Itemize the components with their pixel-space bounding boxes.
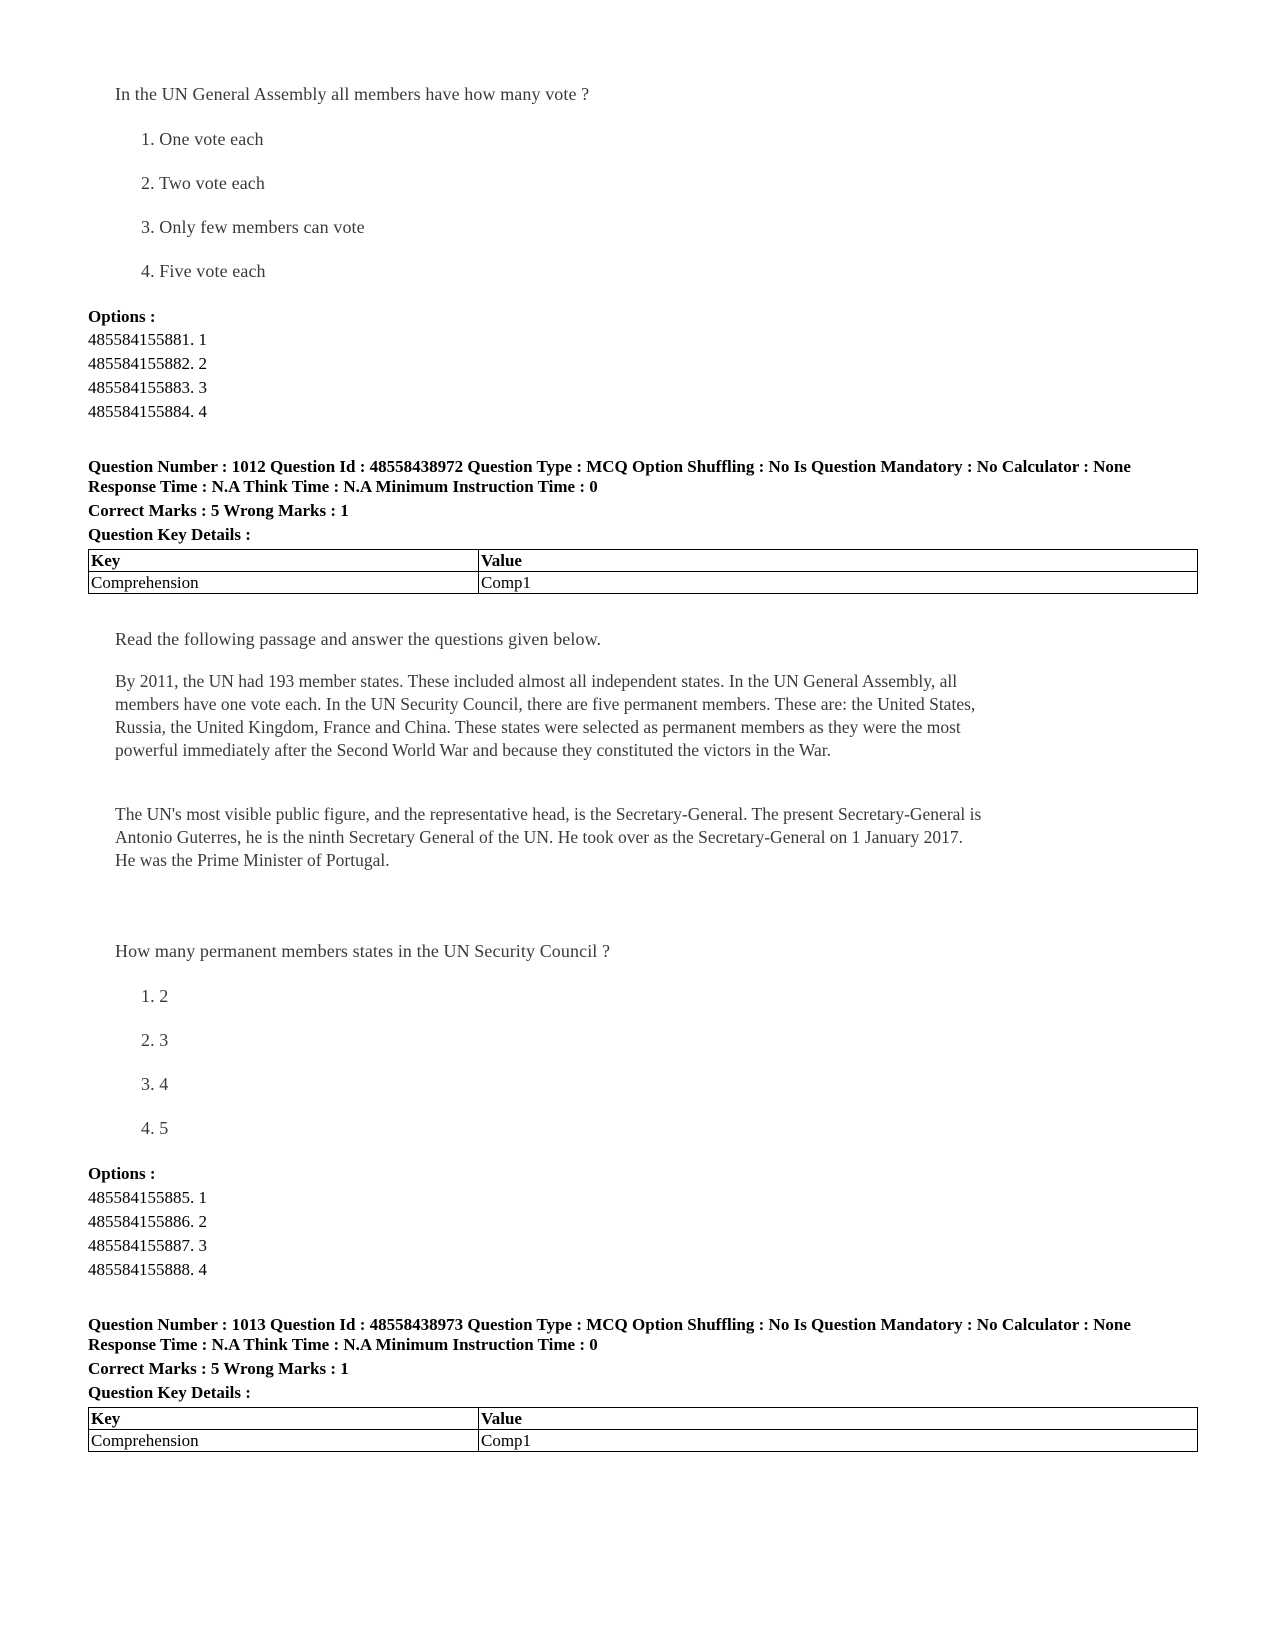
table-row xyxy=(89,1408,1198,1430)
meta2-marks: Correct Marks : 5 Wrong Marks : 1 xyxy=(88,1359,349,1378)
q2-passage-paragraph-1: By 2011, the UN had 193 member states. These included almost all independent states. In the UN General Assembly, all members have one vote each. In the UN Security Council, there are five permanent members. These are: the United States, Russia, the United Kingdom, France and China. These states were selected as permanent members as they were the most powerful immediately after the Second World War and because they constituted the victors in the War. xyxy=(115,671,976,760)
meta1-marks: Correct Marks : 5 Wrong Marks : 1 xyxy=(88,501,349,520)
q2-question-text: How many permanent members states in the UN Security Council ? xyxy=(115,941,611,961)
table-cell-key: Comprehension xyxy=(89,572,479,594)
table-row xyxy=(89,1430,1198,1452)
table-header-key: Key xyxy=(89,1408,479,1430)
meta1-line2: Response Time : N.A Think Time : N.A Minimum Instruction Time : 0 xyxy=(88,477,598,496)
q2-choice-4: 4. 5 xyxy=(141,1118,169,1138)
meta2-line1: Question Number : 1013 Question Id : 48558438973 Question Type : MCQ Option Shuffling : No Is Question Mandatory : No Calculator : None xyxy=(88,1315,1131,1334)
q1-choice-3: 3. Only few members can vote xyxy=(141,217,365,237)
q2-choice-1: 1. 2 xyxy=(141,986,169,1006)
q2-intro-text: Read the following passage and answer the questions given below. xyxy=(115,629,602,649)
q2-choice-2: 2. 3 xyxy=(141,1030,169,1050)
q2-choice-3: 3. 4 xyxy=(141,1074,169,1094)
table-row xyxy=(89,550,1198,572)
table-row xyxy=(89,572,1198,594)
q1-option-1: 485584155881. 1 xyxy=(88,330,207,349)
q1-question-text: In the UN General Assembly all members have how many vote ? xyxy=(115,84,590,104)
table-header-value: Value xyxy=(479,550,1198,572)
q1-option-4: 485584155884. 4 xyxy=(88,402,207,421)
meta1-key-details-label: Question Key Details : xyxy=(88,525,251,544)
table-cell-value: Comp1 xyxy=(479,572,1198,594)
q1-option-2: 485584155882. 2 xyxy=(88,354,207,373)
q2-option-1: 485584155885. 1 xyxy=(88,1188,207,1207)
table-header-key: Key xyxy=(89,550,479,572)
q1-choice-4: 4. Five vote each xyxy=(141,261,266,281)
q2-passage-paragraph-2: The UN's most visible public figure, and the representative head, is the Secretary-General. The present Secretary-General is Antonio Guterres, he is the ninth Secretary General of the UN. He took over as the Secretary-General on 1 January 2017. He was the Prime Minister of Portugal. xyxy=(115,804,982,870)
q1-options-label: Options : xyxy=(88,307,156,326)
q2-option-2: 485584155886. 2 xyxy=(88,1212,207,1231)
table-cell-value: Comp1 xyxy=(479,1430,1198,1452)
q1-option-3: 485584155883. 3 xyxy=(88,378,207,397)
meta1-key-table xyxy=(88,549,1198,594)
q1-choice-1: 1. One vote each xyxy=(141,129,264,149)
q2-options-label: Options : xyxy=(88,1164,156,1183)
q1-choice-2: 2. Two vote each xyxy=(141,173,265,193)
q2-option-4: 485584155888. 4 xyxy=(88,1260,207,1279)
meta1-line1: Question Number : 1012 Question Id : 48558438972 Question Type : MCQ Option Shuffling : No Is Question Mandatory : No Calculator : None xyxy=(88,457,1131,476)
meta2-key-table xyxy=(88,1407,1198,1452)
meta2-key-details-label: Question Key Details : xyxy=(88,1383,251,1402)
q2-option-3: 485584155887. 3 xyxy=(88,1236,207,1255)
meta2-line2: Response Time : N.A Think Time : N.A Minimum Instruction Time : 0 xyxy=(88,1335,598,1354)
table-header-value: Value xyxy=(479,1408,1198,1430)
table-cell-key: Comprehension xyxy=(89,1430,479,1452)
